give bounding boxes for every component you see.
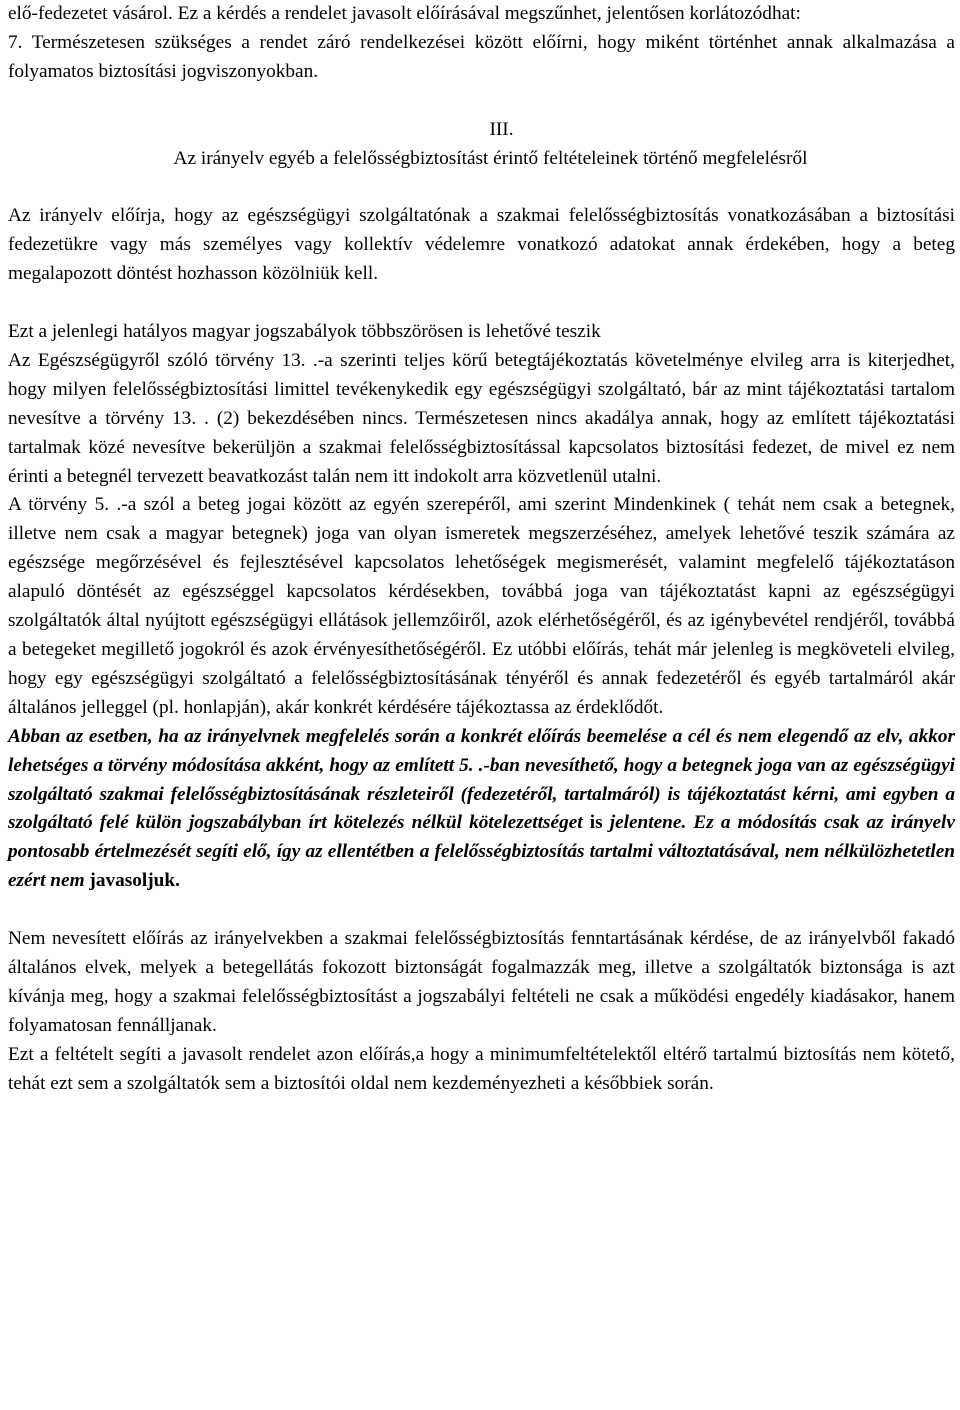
paragraph-5: Ezt a feltételt segíti a javasolt rendelet azon előírás,a hogy a minimumfeltételektől eltérő tartalmú biztosítás nem kötető, tehát ezt sem a szolgáltatók sem a biztosítói oldal nem kezdeményezheti a későbbiek során. <box>8 1043 955 1094</box>
paragraph-2-body: Az Egészségügyről szóló törvény 13. .-a szerinti teljes körű betegtájékoztatás követelménye elvileg arra is kiterjedhet, hogy milyen felelősségbiztosítási limittel tevékenykedik egy egészségügyi szolgáltató, bár az mint tájékoztatási tartalom nevesítve a törvény 13. . (2) bekezdésében nincs. Természetesen nincs akadálya annak, hogy az említett tájékoztatási tartalmak közé nevesítve bekerüljön a szakmai felelősségbiztosítással kapcsolatos biztosítási fedezet, de mivel ez nem érinti a betegnél tervezett beavatkozást talán nem itt indokolt arra közvetlenül utalni. <box>8 349 955 487</box>
bold-proposal-part-c: javasoljuk. <box>89 870 180 892</box>
bold-proposal-part-b: jelentene. Ez a módosítás csak az irányelv pontosabb értelmezését segíti elő, így az ellentétben a felelősségbiztosítás tartalmi változtatásával, nem nélkülözhetetlen ezért nem <box>8 812 955 892</box>
paragraph-4: Nem nevesített előírás az irányelvekben a szakmai felelősségbiztosítás fenntartásának kérdése, de az irányelvből fakadó általános elvek, melyek a betegellátás fokozott biztonságát fogalmazzák meg, illetve a szolgáltatók biztonsága is azt kívánja meg, hogy a szakmai felelősségbiztosítást a jogszabályi feltételi ne csak a működési engedély kiadásakor, hanem folyamatosan fennálljanak. <box>8 928 955 1036</box>
paragraph-1: Az irányelv előírja, hogy az egészségügyi szolgáltatónak a szakmai felelősségbiztosítás vonatkozásában a biztosítási fedezetükre vagy más személyes vagy kollektív védelemre vonatkozó adatokat annak érdekében, hogy a beteg megalapozott döntést hozhasson közölniük kell. <box>8 205 955 285</box>
intro-paragraph: elő-fedezetet vásárol. Ez a kérdés a rendelet javasolt előírásával megszűnhet, jelentősen korlátozódhat: <box>8 3 801 24</box>
bold-proposal-is: is <box>589 812 603 834</box>
document-page <box>8 0 955 1098</box>
section-number: III. <box>489 118 514 140</box>
bold-proposal-part-a: Abban az esetben, ha az irányelvnek megfelelés során a konkrét előírás beemelése a cél és nem elegendő az elv, akkor lehetséges a törvény módosítása akként, hogy az említett 5. .-ban nevesíthető, hogy a betegnek joga van az egészségügyi szolgáltató szakmai felelősségbiztosításának részleteiről (fedezetéről, tartalmáról) is tájékoztatást kérni, ami egyben a szolgáltató felé külön jogszabályban írt kötelezés nélkül kötelezettséget <box>8 725 955 834</box>
paragraph-3: A törvény 5. .-a szól a beteg jogai között az egyén szerepéről, ami szerint Mindenkinek ( tehát nem csak a betegnek, illetve nem csak a magyar betegnek) joga van olyan ismeretek megszerzéséhez, amelyek lehetővé teszik számára az egészsége megőrzésével és fejlesztésével kapcsolatos lehetőségek megismerését, valamint megfelelő tájékoztatáson alapuló döntését az egészséggel kapcsolatos kérdésekben, továbbá joga van tájékoztatást kapni az egészségügyi szolgáltatók által nyújtott egészségügyi ellátások jellemzőiről, azok elérhetőségéről, és az igénybevétel rendjéről, továbbá a betegeket megillető jogokról és azok érvényesíthetőségéről. Ez utóbbi előírás, tehát már jelenleg is megköveteli elvileg, hogy egy egészségügyi szolgáltató a felelősségbiztosításának tényéről és annak fedezetéről és egyéb tartalmáról akár általános jelleggel (pl. honlapján), akár konkrét kérdésére tájékoztassa az érdeklődőt. <box>8 494 955 718</box>
section-heading: Az irányelv egyéb a felelősségbiztosítást érintő feltételeinek történő megfelelésről <box>173 147 808 169</box>
intro-item-7: 7. Természetesen szükséges a rendet záró rendelkezései között előírni, hogy miként történhet annak alkalmazása a folyamatos biztosítási jogviszonyokban. <box>8 31 955 82</box>
paragraph-bold-proposal <box>8 723 955 896</box>
paragraph-2-lead: Ezt a jelenlegi hatályos magyar jogszabályok többszörösen is lehetővé teszik <box>8 321 601 343</box>
